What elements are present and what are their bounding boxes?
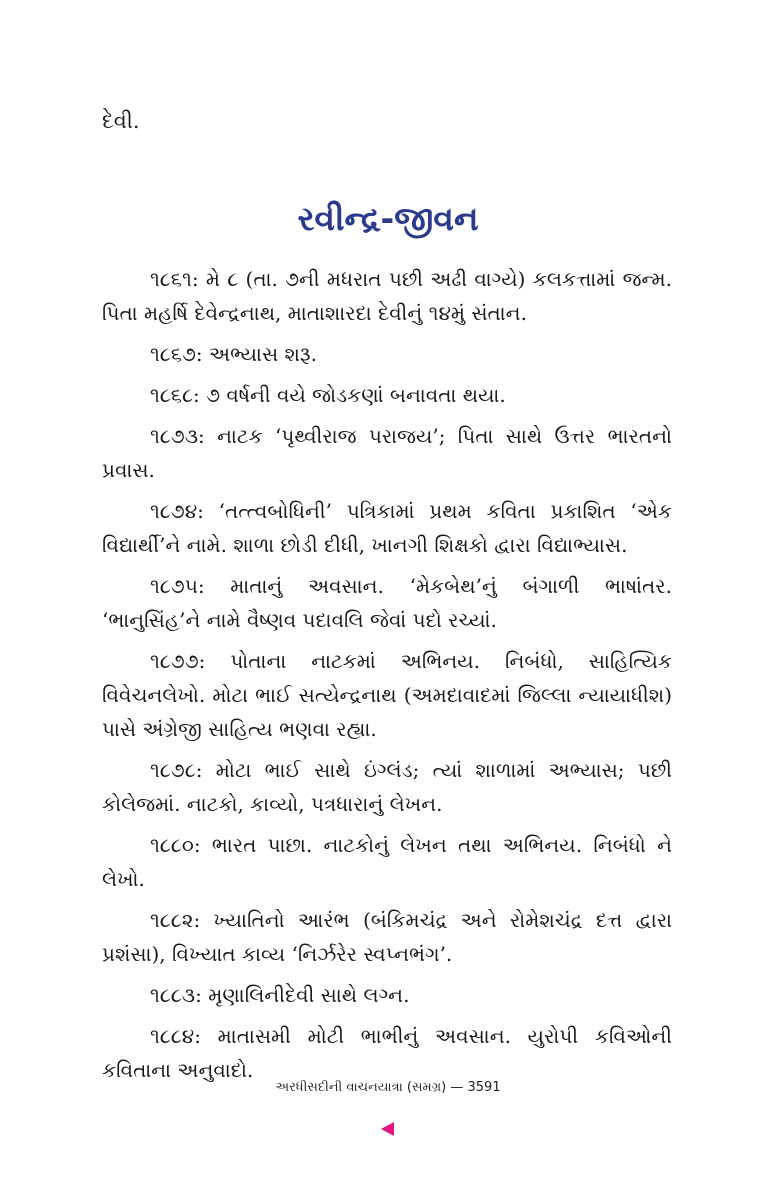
entry-colon: : — [194, 1024, 218, 1048]
footer-separator: — — [450, 1080, 464, 1095]
entry-year: ૧૮૭૮ — [150, 758, 196, 782]
entry-colon: : — [198, 424, 218, 448]
entry-text: મે ૮ (તા. ૭ની મધરાત પછી અઢી વાગ્યે) કલકત્તામાં જન્મ. પિતા મહર્ષિ દેવેન્દ્રનાથ, માતાશારદા દેવીનું ૧૪મું સંતાન. — [102, 267, 672, 325]
entry-year: ૧૮૬૧ — [150, 267, 192, 291]
entry-colon: : — [195, 758, 216, 782]
entry-year: ૧૮૮૨ — [150, 908, 194, 932]
entry-colon: : — [195, 983, 209, 1007]
entry-year: ૧૮૭૩ — [150, 424, 199, 448]
chronology-entry — [102, 1019, 672, 1087]
entry-year: ૧૮૭૫ — [150, 574, 198, 598]
section-title: રવીન્દ્ર-જીવન — [297, 199, 479, 238]
entry-year: ૧૮૭૭ — [150, 649, 199, 673]
entry-colon: : — [193, 383, 207, 407]
entry-text: ભારત પાછા. નાટકોનું લેખન તથા અભિનય. નિબંધો ને લેખો. — [102, 833, 672, 891]
footer-page-number: 3591 — [467, 1080, 501, 1095]
chronology-entry — [102, 753, 672, 821]
chronology-entry — [102, 337, 672, 371]
entry-text: માતાસમી મોટી ભાભીનું અવસાન. યુરોપી કવિઓની કવિતાના અનુવાદો. — [102, 1024, 672, 1082]
chronology-list — [102, 262, 672, 1094]
entry-text: અભ્યાસ શરૂ. — [209, 342, 317, 366]
entry-text: માતાનું અવસાન. ‘મેકબેથ’નું બંગાળી ભાષાંતર. ‘ભાનુસિંહ’ને નામે વૈષ્ણવ પદાવલિ જેવાં પદો રચ્યાં. — [102, 574, 672, 632]
triangle-left-icon[interactable] — [381, 1122, 394, 1136]
chronology-entry — [102, 644, 672, 746]
entry-colon: : — [191, 267, 206, 291]
entry-text: નાટક ‘પૃથ્વીરાજ પરાજય’; પિતા સાથે ઉત્તર ભારતનો પ્રવાસ. — [102, 424, 672, 482]
entry-colon: : — [195, 342, 210, 366]
carryover-text: દેવી. — [102, 109, 140, 133]
entry-year: ૧૮૮૦ — [150, 833, 194, 857]
entry-colon: : — [197, 574, 231, 598]
chronology-entry — [102, 378, 672, 412]
chronology-entry — [102, 903, 672, 971]
chronology-entry — [102, 569, 672, 637]
entry-text: મોટા ભાઈ સાથે ઇંગ્લંડ; ત્યાં શાળામાં અભ્યાસ; પછી કોલેજમાં. નાટકો, કાવ્યો, પત્રધારાનું લેખન. — [102, 758, 672, 816]
chronology-entry — [102, 419, 672, 487]
footer-book-title: અરધીસદીની વાચનયાત્રા (સમગ્ર) — [275, 1080, 447, 1095]
chronology-entry — [102, 494, 672, 562]
entry-colon: : — [198, 649, 231, 673]
page-footer — [0, 1078, 776, 1098]
chronology-entry — [102, 262, 672, 330]
entry-colon: : — [193, 833, 212, 857]
entry-text: પોતાના નાટકમાં અભિનય. નિબંધો, સાહિત્યિક વિવેચનલેખો. મોટા ભાઈ સત્યેન્દ્રનાથ (અમદાવાદમાં જિલ્લા ન્યાયાધીશ) પાસે અંગ્રેજી સાહિત્ય ભણવા રહ્યા. — [102, 649, 672, 741]
entry-year: ૧૮૬૭ — [150, 342, 196, 366]
entry-text: ૭ વર્ષની વયે જોડકણાં બનાવતા થયા. — [206, 383, 506, 407]
entry-year: ૧૮૮૪ — [150, 1024, 195, 1048]
entry-year: ૧૮૬૮ — [150, 383, 193, 407]
entry-year: ૧૮૭૪ — [150, 499, 198, 523]
entry-colon: : — [193, 908, 214, 932]
chronology-entry — [102, 978, 672, 1012]
entry-text: મૃણાલિનીદેવી સાથે લગ્ન. — [208, 983, 410, 1007]
entry-year: ૧૮૮૩ — [150, 983, 196, 1007]
entry-text: ‘તત્ત્વબોધિની’ પત્રિકામાં પ્રથમ કવિતા પ્રકાશિત ‘એક વિદ્યાર્થી’ને નામે. શાળા છોડી દીધી, ખાનગી શિક્ષકો દ્વારા વિદ્યાભ્યાસ. — [102, 499, 672, 557]
entry-colon: : — [197, 499, 219, 523]
entry-text: ખ્યાતિનો આરંભ (બંકિમચંદ્ર અને રોમેશચંદ્ર દત્ત દ્વારા પ્રશંસા), વિખ્યાત કાવ્ય ‘નિર્ઝરેર સ્વપ્નભંગ’. — [102, 908, 672, 966]
chronology-entry — [102, 828, 672, 896]
